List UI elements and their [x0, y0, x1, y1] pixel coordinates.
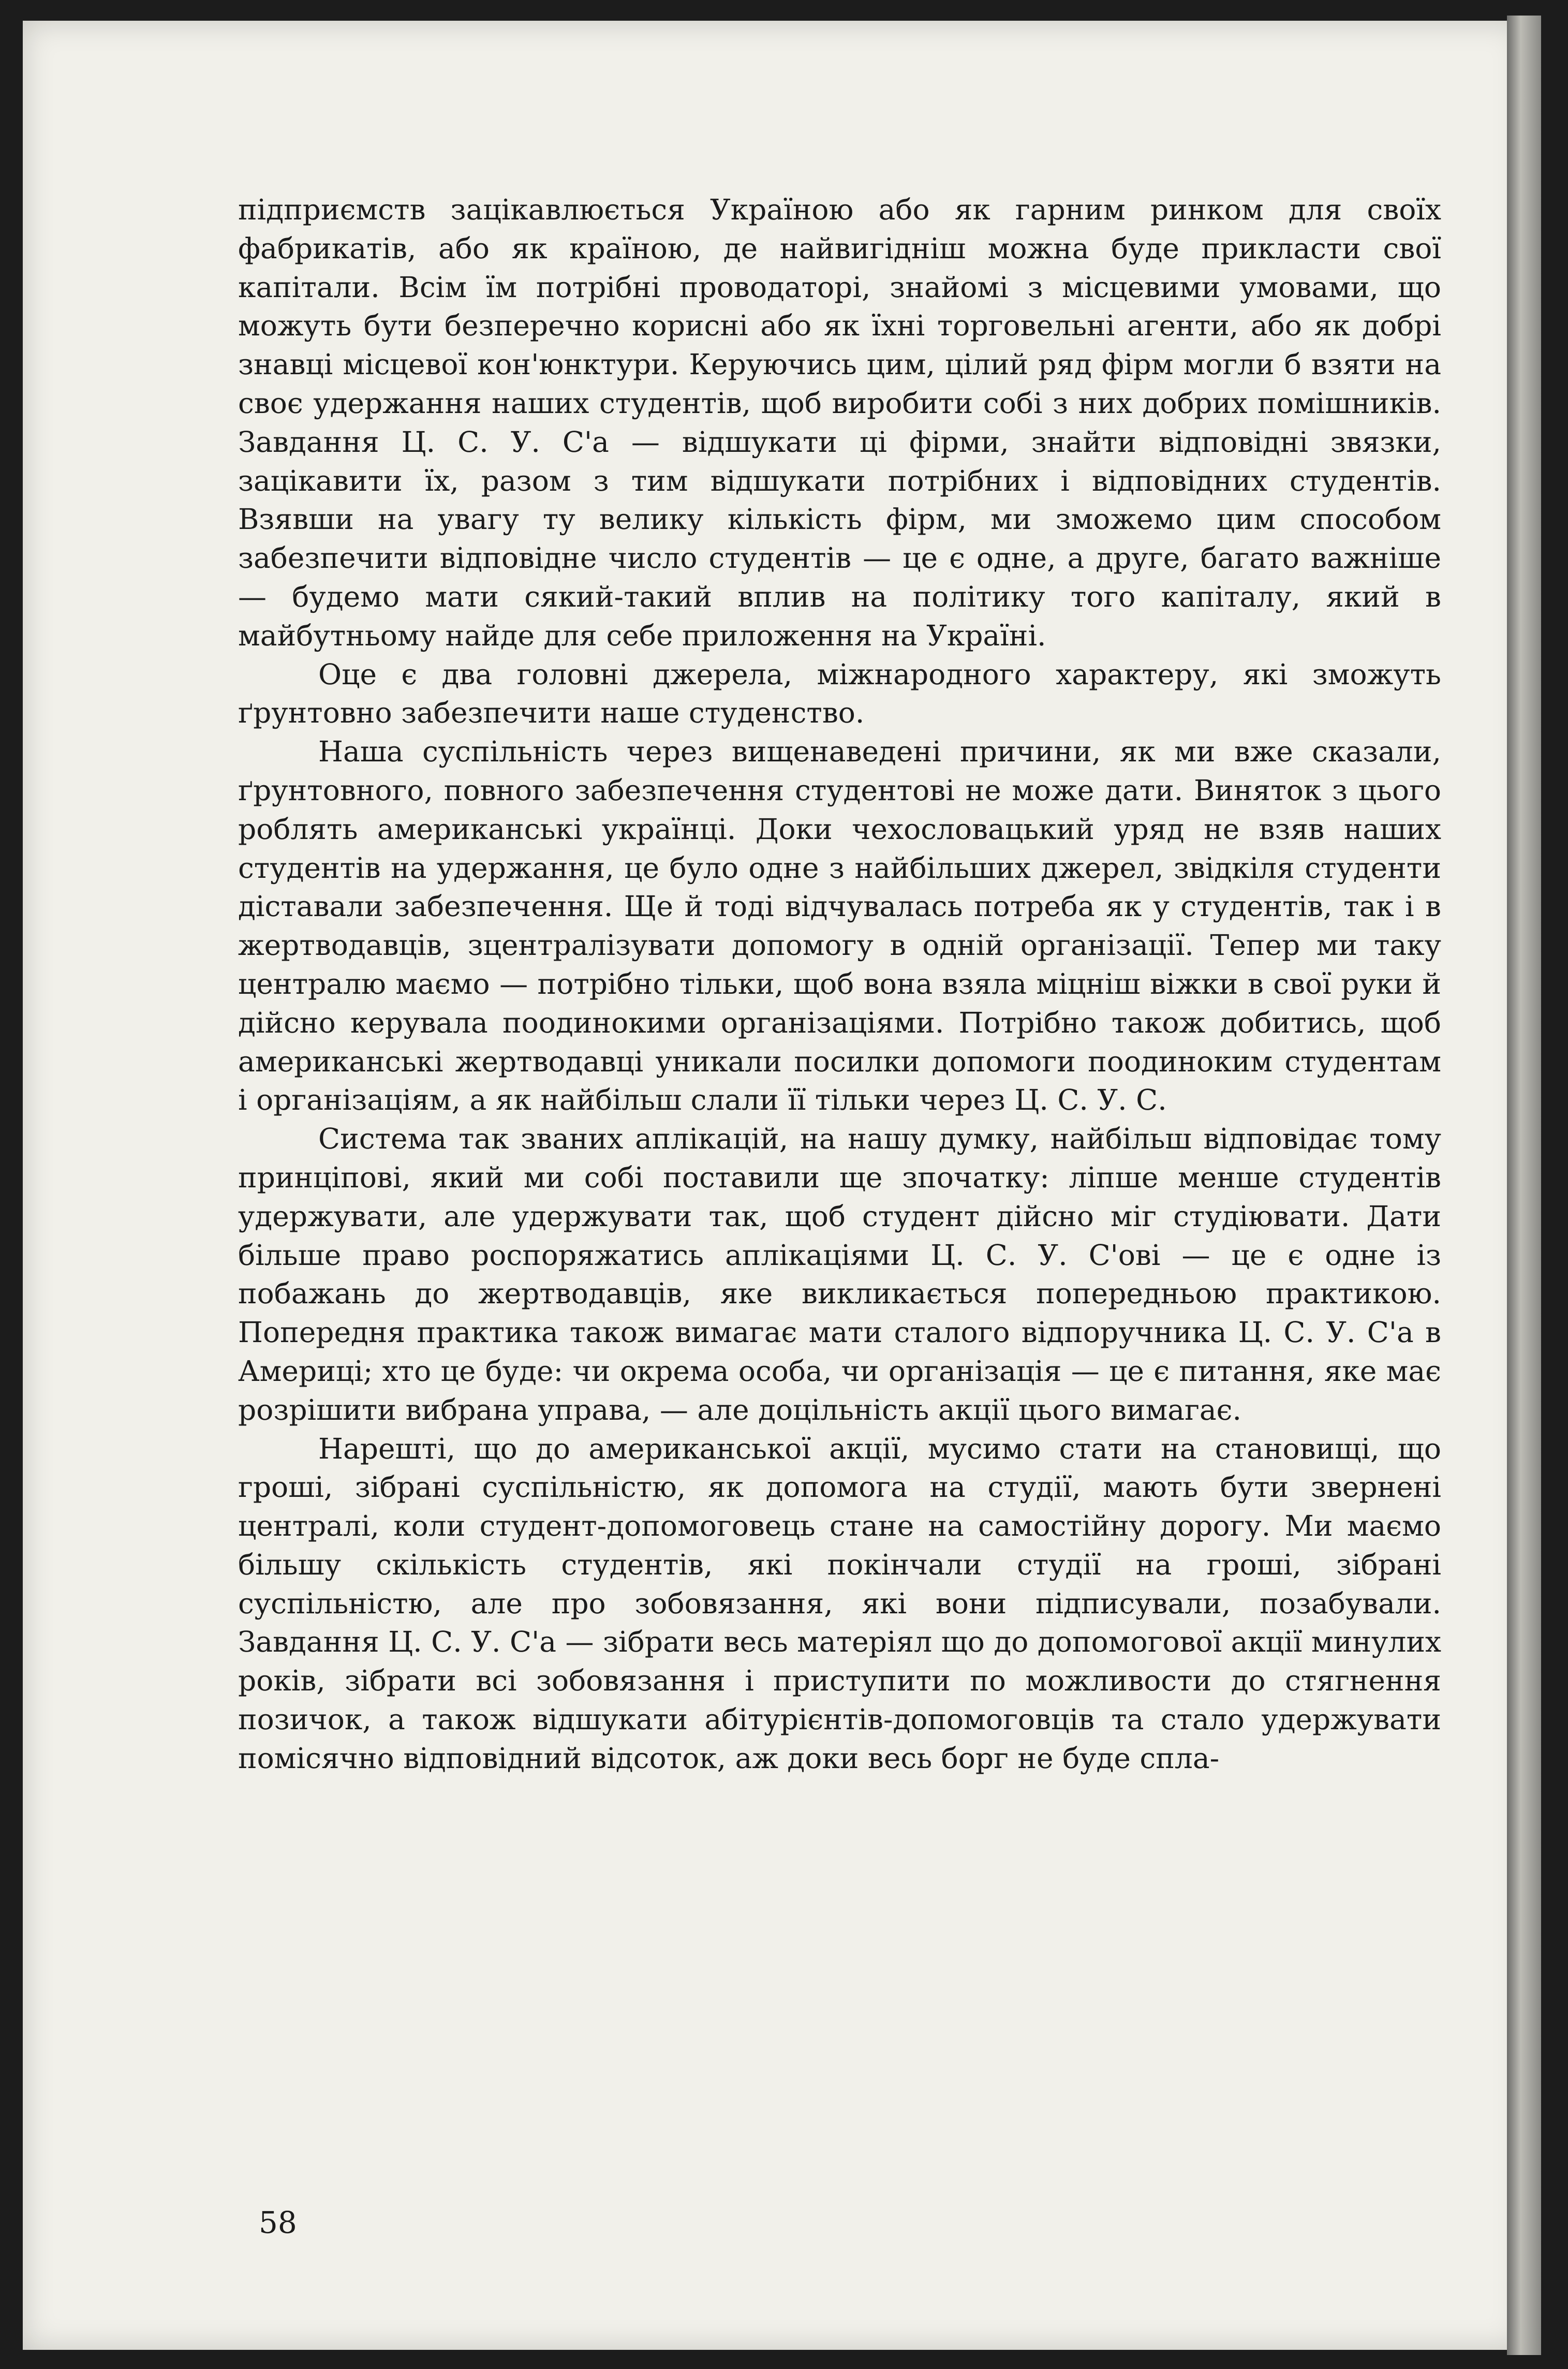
- paragraph-2: Оце є два головні джерела, міжнародного характеру, які зможуть ґрунтовно забезпечити наше студенство.: [238, 657, 1441, 730]
- page-edge-shadow: [1507, 16, 1541, 2355]
- paragraph-1: підприємств зацікавлюється Україною або як гарним ринком для своїх фабрикатів, або як країною, де найвигідніш можна буде прикласти свої капітали. Всім їм потрібні проводаторі, знайомі з місцевими умовами, що можуть бути безперечно корисні або як їхні торговельні агенти, або як добрі знавці місцевої кон'юнктури. Керуючись цим, цілий ряд фірм могли б взяти на своє удержання наших студентів, щоб виробити собі з них добрих помішників. Завдання Ц. С. У. С'а — відшукати ці фірми, знайти відповідні звязки, зацікавити їх, разом з тим відшукати потрібних і відповідних студентів. Взявши на увагу ту велику кількість фірм, ми зможемо цим способом забезпечити відповідне число студентів — це є одне, а друге, багато важніше — будемо мати сякий-такий вплив на політику того капіталу, який в майбутньому найде для себе приложення на Україні.: [238, 193, 1441, 652]
- paragraph-3: Наша суспільність через вищенаведені причини, як ми вже сказали, ґрунтовного, повного забезпечення студентові не може дати. Виняток з цього роблять американські українці. Доки чехословацький уряд не взяв наших студентів на удержання, це було одне з найбільших джерел, звідкіля студенти діставали забезпечення. Ще й тоді відчувалась потреба як у студентів, так і в жертводавців, зцентралізувати допомогу в одній організації. Тепер ми таку централю маємо — потрібно тільки, щоб вона взяла міцніш віжки в свої руки й дійсно керувала поодинокими організаціями. Потрібно також добитись, щоб американські жертводавці уникали посилки допомоги поодиноким студентам і організаціям, а як найбільш слали її тільки через Ц. С. У. С.: [238, 735, 1441, 1117]
- paragraph-5: Нарешті, що до американської акції, мусимо стати на становищі, що гроші, зібрані суспільністю, як допомога на студії, мають бути звернені централі, коли студент-допомоговець стане на самостійну дорогу. Ми маємо більшу скількість студентів, які покінчали студії на гроші, зібрані суспільністю, але про зобовязання, які вони підписували, позабували. Завдання Ц. С. У. С'а — зібрати весь матеріял що до допомогової акції минулих років, зібрати всі зобовязання і приступити по можливости до стягнення позичок, а також відшукати абітурієнтів-допомоговців та стало удержувати помісячно відповідний відсоток, аж доки весь борг не буде спла-: [238, 1432, 1441, 1775]
- page-number: 58: [259, 2205, 297, 2240]
- paragraph-4: Система так званих аплікацій, на нашу думку, найбільш відповідає тому принціпові, який ми собі поставили ще зпочатку: ліпше менше студентів удержувати, але удержувати так, щоб студент дійсно міг студіювати. Дати більше право роспоряжатись аплікаціями Ц. С. У. С'ові — це є одне із побажань до жертводавців, яке викликається попередньою практикою. Попередня практика також вимагає мати сталого відпоручника Ц. С. У. С'а в Америці; хто це буде: чи окрема особа, чи організація — це є питання, яке має розрішити вибрана управа, — але доцільність акції цього вимагає.: [238, 1122, 1441, 1426]
- body-text: [238, 190, 1441, 1778]
